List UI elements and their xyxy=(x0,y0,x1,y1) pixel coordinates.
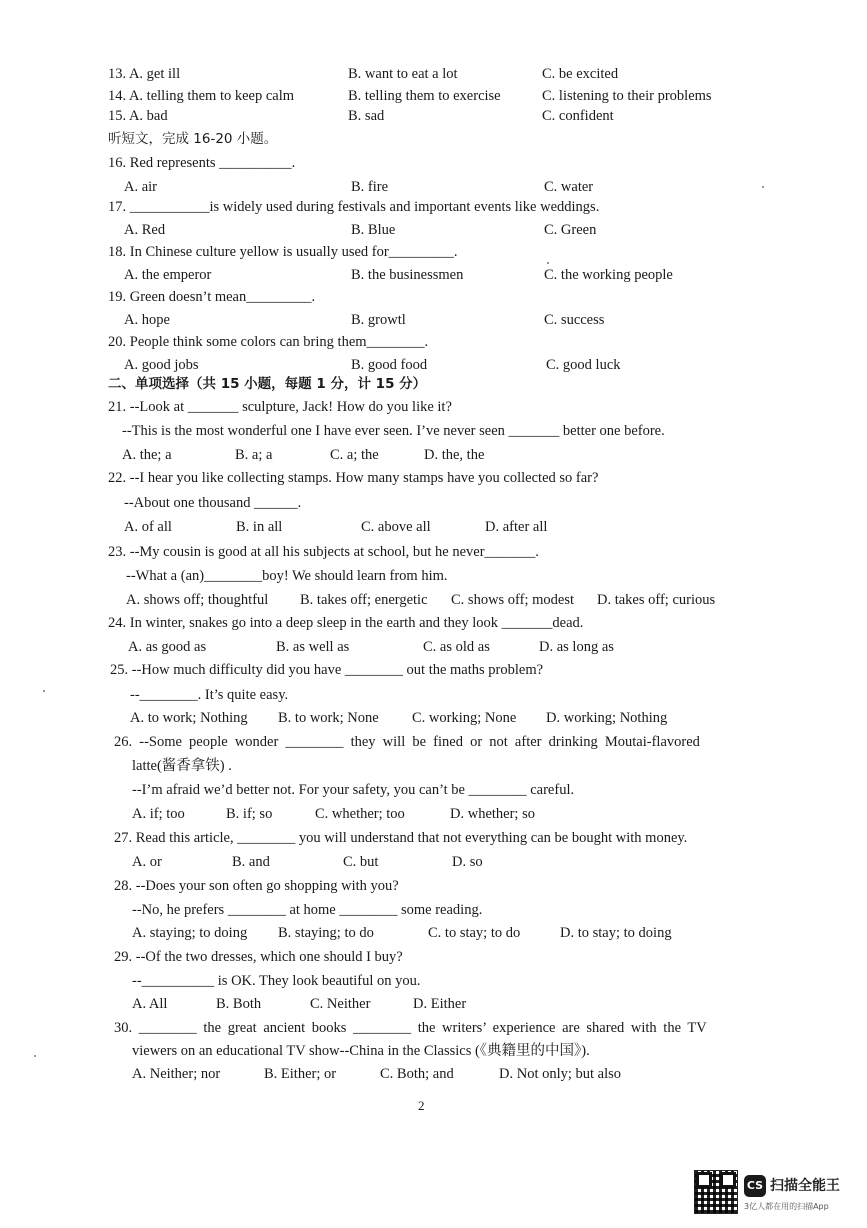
question-29-line-1: 29. --Of the two dresses, which one should I buy? xyxy=(114,949,403,965)
question-29-options xyxy=(0,993,867,1015)
option-d: D. whether; so xyxy=(450,806,535,822)
option-b: B. the businessmen xyxy=(351,267,464,283)
option-c: C. listening to their problems xyxy=(542,88,712,104)
question-17-options xyxy=(0,219,867,241)
question-22-line-1: 22. --I hear you like collecting stamps. How many stamps have you collected so far? xyxy=(108,470,599,486)
option-d: D. Either xyxy=(413,996,467,1012)
option-b: B. Either; or xyxy=(264,1066,337,1082)
option-b: B. Both xyxy=(216,996,262,1012)
option-b: B. telling them to exercise xyxy=(348,88,501,104)
question-20-stem: 20. People think some colors can bring them________. xyxy=(108,334,429,350)
question-22-line-2: --About one thousand ______. xyxy=(124,495,302,511)
option-a: A. good jobs xyxy=(124,357,199,373)
listening-section-heading: 听短文，完成 16-20 小题。 xyxy=(108,131,278,147)
section-2-heading: 二、单项选择（共 15 小题，每题 1 分，计 15 分） xyxy=(108,376,427,392)
option-a: A. the; a xyxy=(122,447,172,463)
option-b: B. fire xyxy=(351,179,389,195)
question-13-options xyxy=(0,63,867,85)
option-b: B. takes off; energetic xyxy=(300,592,428,608)
question-23-line-1: 23. --My cousin is good at all his subjects at school, but he never_______. xyxy=(108,544,539,560)
question-14-options xyxy=(0,85,867,107)
option-b: B. growtl xyxy=(351,312,406,328)
option-b: B. good food xyxy=(351,357,428,373)
scan-speck xyxy=(34,1055,36,1057)
question-18-stem: 18. In Chinese culture yellow is usually used for_________. xyxy=(108,244,458,260)
question-19-options xyxy=(0,309,867,331)
option-a: 14. A. telling them to keep calm xyxy=(108,88,295,104)
question-27-options xyxy=(0,851,867,873)
option-b: B. as well as xyxy=(276,639,350,655)
option-c: C. Both; and xyxy=(380,1066,454,1082)
option-a: A. shows off; thoughtful xyxy=(126,592,269,608)
option-a: A. air xyxy=(124,179,158,195)
option-c: C. water xyxy=(544,179,594,195)
option-a: A. staying; to doing xyxy=(132,925,248,941)
option-c: C. as old as xyxy=(423,639,490,655)
question-26-line-1: 26. --Some people wonder ________ they will be fined or not after drinking Moutai-flavored xyxy=(114,734,700,750)
option-d: D. takes off; curious xyxy=(597,592,716,608)
question-30-options xyxy=(0,1063,867,1085)
option-b: B. want to eat a lot xyxy=(348,66,458,82)
option-b: B. in all xyxy=(236,519,283,535)
question-30-line-2: viewers on an educational TV show--China in the Classics (《典籍里的中国》). xyxy=(132,1043,590,1059)
option-c: C. Neither xyxy=(310,996,371,1012)
option-b: B. a; a xyxy=(235,447,273,463)
question-24-line-1: 24. In winter, snakes go into a deep sleep in the earth and they look _______dead. xyxy=(108,615,584,631)
option-b: B. staying; to do xyxy=(278,925,374,941)
option-a: A. the emperor xyxy=(124,267,212,283)
option-c: C. but xyxy=(343,854,379,870)
option-c: C. the working people xyxy=(544,267,673,283)
option-b: B. and xyxy=(232,854,270,870)
option-c: C. shows off; modest xyxy=(451,592,574,608)
option-c: C. good luck xyxy=(546,357,621,373)
option-a: A. to work; Nothing xyxy=(130,710,248,726)
question-18-options xyxy=(0,264,867,286)
option-a: A. hope xyxy=(124,312,170,328)
option-b: B. if; so xyxy=(226,806,273,822)
option-b: B. sad xyxy=(348,108,385,124)
question-26-line-2: --I’m afraid we’d better not. For your safety, you can’t be ________ careful. xyxy=(132,782,575,798)
question-23-options xyxy=(0,589,867,611)
option-d: D. so xyxy=(452,854,483,870)
question-28-line-1: 28. --Does your son often go shopping with you? xyxy=(114,878,399,894)
option-a: A. if; too xyxy=(132,806,185,822)
question-26-options xyxy=(0,803,867,825)
camscanner-logo-icon: CS xyxy=(744,1175,766,1197)
question-25-line-1: 25. --How much difficulty did you have ________ out the maths problem? xyxy=(110,662,544,678)
question-29-line-2: --__________ is OK. They look beautiful on you. xyxy=(132,973,421,989)
option-d: D. the, the xyxy=(424,447,485,463)
option-b: B. Blue xyxy=(351,222,396,238)
page-number: 2 xyxy=(418,1098,425,1113)
option-b: B. to work; None xyxy=(278,710,379,726)
option-a: A. Red xyxy=(124,222,166,238)
question-25-options xyxy=(0,707,867,729)
option-a: A. All xyxy=(132,996,168,1012)
question-22-options xyxy=(0,516,867,538)
question-16-options xyxy=(0,176,867,198)
option-c: C. whether; too xyxy=(315,806,405,822)
option-d: D. working; Nothing xyxy=(546,710,668,726)
option-c: C. working; None xyxy=(412,710,517,726)
option-d: D. Not only; but also xyxy=(499,1066,622,1082)
option-a: 15. A. bad xyxy=(108,108,168,124)
option-d: D. after all xyxy=(485,519,548,535)
option-a: 13. A. get ill xyxy=(108,66,181,82)
option-c: C. Green xyxy=(544,222,597,238)
option-a: A. of all xyxy=(124,519,172,535)
question-19-stem: 19. Green doesn’t mean_________. xyxy=(108,289,316,305)
scanner-app-name: 扫描全能王 xyxy=(770,1178,840,1194)
question-15-options xyxy=(0,105,867,127)
question-26-line-1-cont: latte(酱香拿铁) . xyxy=(132,758,232,774)
option-d: D. to stay; to doing xyxy=(560,925,672,941)
option-d: D. as long as xyxy=(539,639,614,655)
question-21-line-2: --This is the most wonderful one I have ever seen. I’ve never seen _______ better one before. xyxy=(122,423,665,439)
scanner-tagline: 3亿人都在用的扫描App xyxy=(744,1202,829,1211)
scan-speck xyxy=(547,262,549,264)
option-c: C. to stay; to do xyxy=(428,925,521,941)
qr-code-icon xyxy=(694,1170,738,1214)
question-23-line-2: --What a (an)________boy! We should learn from him. xyxy=(126,568,448,584)
option-c: C. be excited xyxy=(542,66,619,82)
question-16-stem: 16. Red represents __________. xyxy=(108,155,296,171)
question-28-line-2: --No, he prefers ________ at home ________ some reading. xyxy=(132,902,483,918)
question-25-line-2: --________. It’s quite easy. xyxy=(130,687,289,703)
option-a: A. as good as xyxy=(128,639,207,655)
question-24-options xyxy=(0,636,867,658)
scan-speck xyxy=(762,186,764,188)
option-c: C. success xyxy=(544,312,605,328)
option-a: A. Neither; nor xyxy=(132,1066,221,1082)
option-c: C. a; the xyxy=(330,447,379,463)
option-a: A. or xyxy=(132,854,162,870)
question-30-line-1: 30. ________ the great ancient books ________ the writers’ experience are shared with the TV xyxy=(114,1020,707,1036)
option-c: C. above all xyxy=(361,519,431,535)
question-28-options xyxy=(0,922,867,944)
question-27-line-1: 27. Read this article, ________ you will understand that not everything can be bought with money. xyxy=(114,830,688,846)
question-17-stem: 17. ___________is widely used during festivals and important events like weddings. xyxy=(108,199,600,215)
option-c: C. confident xyxy=(542,108,614,124)
scan-speck xyxy=(43,690,45,692)
question-21-options xyxy=(0,444,867,466)
question-21-line-1: 21. --Look at _______ sculpture, Jack! How do you like it? xyxy=(108,399,452,415)
